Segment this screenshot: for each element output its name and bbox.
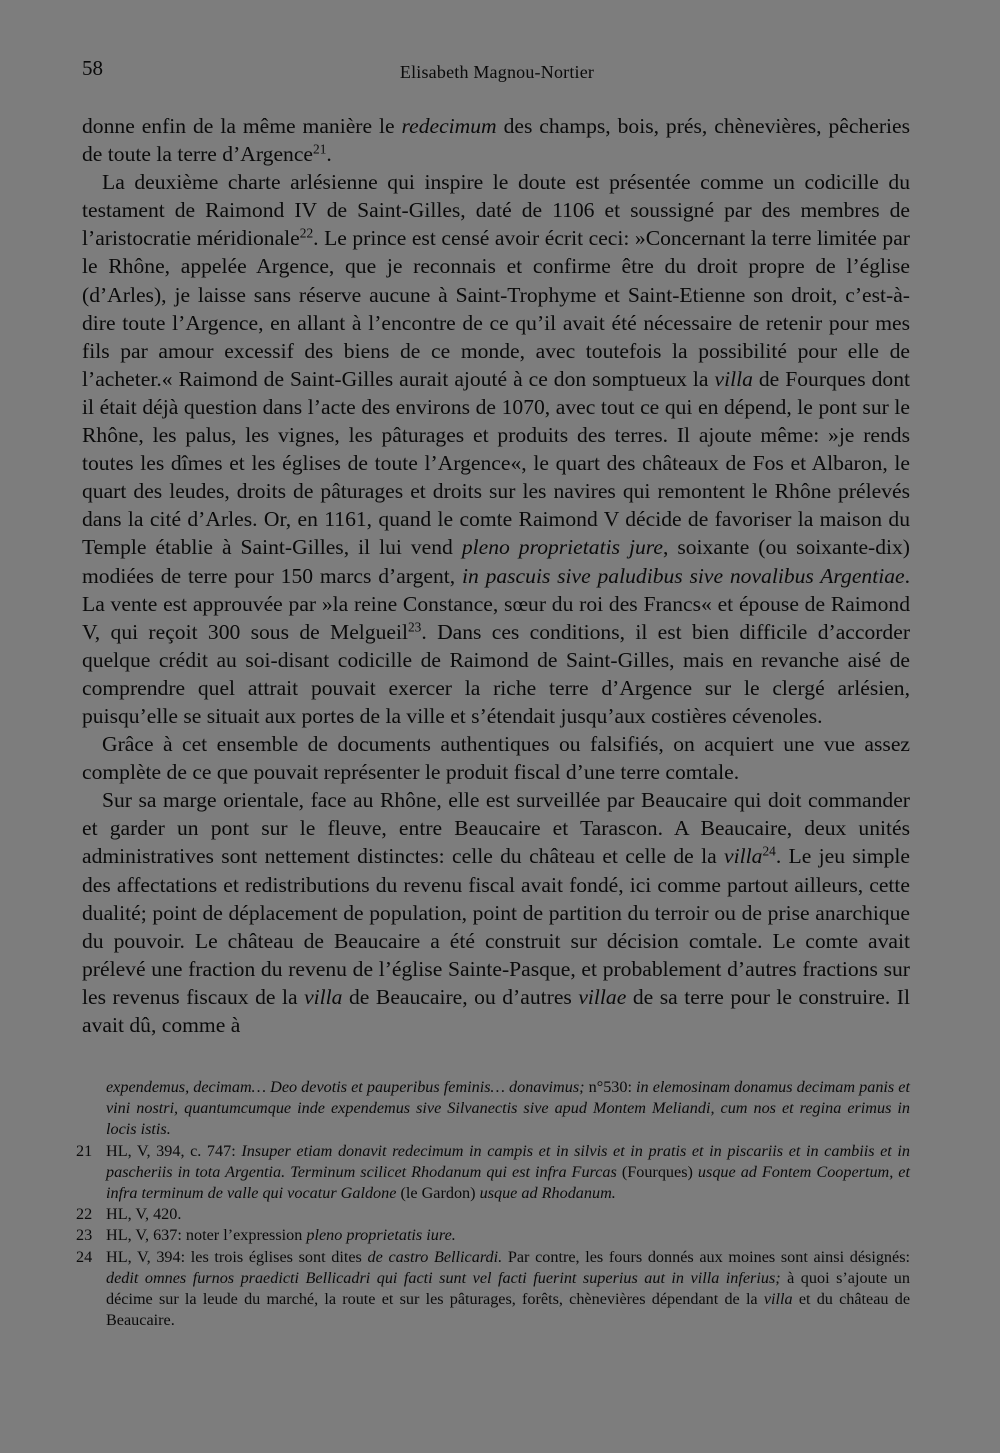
footnote-24: 24 HL, V, 394: les trois églises sont dites de castro Bellicardi. Par contre, les fours donnés aux moines sont ainsi désignés: dedit omnes furnos praedicti Bellicadri qui facti sunt vel facti fuerint superius aut in villa inferius; à quoi s’ajoute un décime sur la leude du marché, la route et sur les pâturages, forêts, chènevières dépendant de la villa et du château de Beaucaire. (76, 1247, 910, 1330)
footnotes (76, 1077, 910, 1331)
footnote-ref: 22 (299, 226, 314, 242)
footnote-23: 23 HL, V, 637: noter l’expression pleno proprietatis iure. (76, 1225, 910, 1246)
footnote-number: 22 (76, 1205, 93, 1224)
main-text (82, 112, 910, 1039)
footnote-number: 23 (76, 1226, 93, 1245)
footnote-21: 21 HL, V, 394, c. 747: Insuper etiam donavit redecimum in campis et in silvis et in pratis et in piscariis et in cambiis et in pascheriis in tota Argentia. Terminum scilicet Rhodanum qui est infra Furcas (Fourques) usque ad Fontem Coopertum, et infra terminum de valle qui vocatur Galdone (le Gardon) usque ad Rhodanum. (76, 1141, 910, 1203)
paragraph: La deuxième charte arlésienne qui inspire le doute est présentée comme un codicille du testament de Raimond IV de Saint-Gilles, daté de 1106 et soussigné par des membres de l’aristocratie méridionale$^{22}$. Le prince est censé avoir écrit ceci: »Concernant la terre limitée par le Rhône, appelée Argence, que je reconnais et confirme être du droit propre de l’église (d’Arles), je laisse sans réserve aucune à Saint-Trophyme et Saint-Etienne son droit, c’est-à-dire toute l’Argence, en allant à l’encontre de ce qu’il avait été nécessaire de retenir pour mes fils par amour excessif des biens de ce monde, avec toutefois la possibilité pour elle de l’acheter.« Raimond de Saint-Gilles aurait ajouté à ce don somptueux la villa de Fourques dont il était déjà question dans l’acte des environs de 1070, avec tout ce qui en dépend, le pont sur le Rhône, les palus, les vignes, les pâturages et produits des terres. Il ajoute même: »je rends toutes les dîmes et les églises de toute l’Argence«, le quart des châteaux de Fos et Albaron, le quart des leudes, droits de pâturages et droits sur les navires qui remontent le Rhône prélevés dans la cité d’Arles. Or, en 1161, quand le comte Raimond V décide de favoriser la maison du Temple établie à Saint-Gilles, il lui vend pleno proprietatis jure, soixante (ou soixante-dix) modiées de terre pour 150 marcs d’argent, in pascuis sive paludibus sive novalibus Argentiae. La vente est approuvée par »la reine Constance, sœur du roi des Francs« et épouse de Raimond V, qui reçoit 300 sous de Melgueil$^{23}$. Dans ces conditions, il est bien difficile d’accorder quelque crédit au soi-disant codicille de Raimond de Saint-Gilles, mais en revanche aisé de comprendre quel attrait pouvait exercer la riche terre d’Argence sur le clergé arlésien, puisqu’elle se situait aux portes de la ville et s’étendait jusqu’aux costières cévenoles. (82, 170, 911, 728)
footnote-22: 22 HL, V, 420. (76, 1204, 910, 1225)
paragraph: Grâce à cet ensemble de documents authentiques ou falsifiés, on acquiert une vue assez complète de ce que pouvait représenter le produit fiscal d’une terre comtale. (82, 732, 910, 785)
footnote-continuation: expendemus, decimam… Deo devotis et pauperibus feminis… donavimus; n°530: in elemosinam donamus decimam panis et vini nostri, quantumcumque inde expendemus sive Silvanectis sive apud Montem Meliandi, cum nos et regina erimus in locis istis. (106, 1078, 910, 1139)
footnote-ref: 21 (313, 141, 327, 157)
footnote-number: 21 (76, 1141, 93, 1160)
paragraph: Sur sa marge orientale, face au Rhône, elle est surveillée par Beaucaire qui doit commander et garder un pont sur le fleuve, entre Beaucaire et Tarascon. A Beaucaire, deux unités administratives sont nettement distinctes: celle du château et celle de la villa$^{24}$. Le jeu simple des affectations et redistributions du revenu fiscal avait fondé, ici comme partout ailleurs, cette dualité; point de déplacement de population, point de partition du terroir ou de prise anarchique du pouvoir. Le château de Beaucaire a été construit sur décision comtale. Le comte avait prélevé une fraction du revenu de l’église Sainte-Pasque, et probablement d’autres fractions sur les revenus fiscaux de la villa de Beaucaire, ou d’autres villae de sa terre pour le construire. Il avait dû, comme à (82, 788, 910, 1037)
footnote-ref: 23 (407, 619, 422, 635)
page-number: 58 (82, 56, 103, 80)
footnote-number: 24 (76, 1247, 93, 1266)
page-header (82, 56, 912, 90)
running-head: Elisabeth Magnou-Nortier (399, 62, 595, 82)
paragraph: donne enfin de la même manière le redecimum des champs, bois, prés, chènevières, pêcheries de toute la terre d’Argence$^{21}$. (82, 114, 910, 167)
footnote-ref: 24 (762, 844, 776, 860)
